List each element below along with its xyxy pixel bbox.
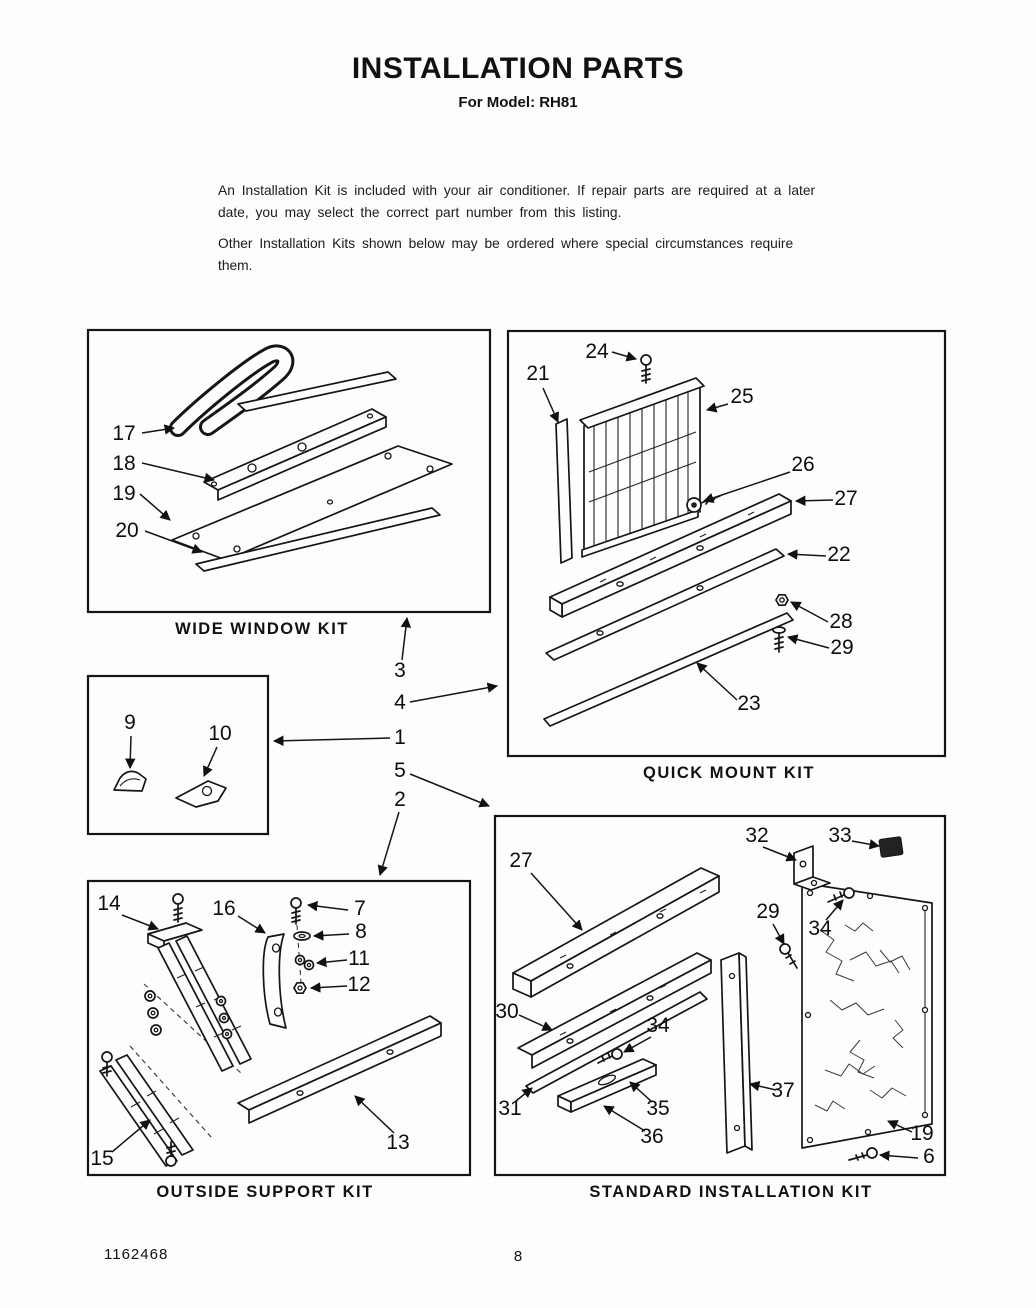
leader-line-7 [308,905,348,910]
wide-window-kit-caption: WIDE WINDOW KIT [175,620,349,638]
part-6-screw [849,1148,877,1160]
callout-9: 9 [124,711,136,734]
part-7-screw [291,898,301,924]
leader-line-10 [204,747,217,776]
leader-line-31 [516,1088,532,1101]
callout-31: 31 [498,1097,522,1120]
callout-5: 5 [394,759,406,782]
leader-line-16 [238,916,265,933]
intro-paragraph-1: An Installation Kit is included with your air conditioner. If repair parts are required at a later date, you may select the correct part number from this listing. [218,183,816,221]
callout-19: 19 [112,482,136,505]
leader-line-6 [880,1155,918,1158]
part-26-thumbscrew [687,496,720,512]
part-14-upper-bracket [148,923,251,1071]
callout-19-std: 19 [910,1122,934,1145]
callout-34-upper: 34 [808,917,832,940]
callout-22: 22 [827,543,851,566]
part-8-washer [294,932,310,940]
part-11-lock-washers [296,956,314,970]
leader-line-17 [142,428,174,433]
leader-line-29-std [773,924,784,944]
leader-line-1 [274,738,390,741]
leader-line-3 [402,618,407,660]
part-32-angle-bracket [794,846,830,890]
leader-line-27 [796,500,833,501]
leader-line-14 [122,915,158,929]
part-24-screw [641,355,651,383]
leader-line-25 [707,404,728,410]
callout-10: 10 [208,722,232,745]
hardware-kit-box [88,676,268,834]
callout-8: 8 [355,920,367,943]
standard-installation-kit-drawing [495,824,935,1168]
leader-line-4 [410,686,497,702]
leader-line-28 [791,602,828,622]
intro-paragraph-2: Other Installation Kits shown below may be ordered where special circumstances require them. [218,236,794,274]
page-number: 8 [513,1248,523,1265]
page-title: INSTALLATION PARTS [351,52,685,85]
callout-30: 30 [495,1000,519,1023]
callout-7: 7 [354,897,366,920]
callout-24: 24 [585,340,609,363]
leader-line-19 [140,494,170,520]
leader-line-24 [612,352,636,359]
callout-11: 11 [348,947,370,970]
leader-line-18 [142,463,214,480]
callout-23: 23 [737,692,761,715]
callout-33: 33 [828,824,852,847]
part-15-lower-bracket [100,1052,193,1166]
callout-15: 15 [90,1147,114,1170]
document-number: 1162468 [104,1246,169,1263]
part-37-side-bar [721,953,752,1153]
leader-line-21 [543,388,558,422]
part-14-screw [173,894,183,922]
quick-mount-kit-caption: QUICK MOUNT KIT [643,764,815,782]
part-29-screw [773,627,785,652]
quick-mount-kit-drawing [526,340,857,726]
leader-line-35 [630,1082,652,1102]
callout-29-std: 29 [756,900,780,923]
leader-line-29 [788,637,829,648]
part-9-clip [114,771,146,791]
part-10-lock-plate [176,781,226,807]
shared-callouts [274,618,497,875]
outside-support-kit-drawing [90,892,441,1170]
callout-36: 36 [640,1125,664,1148]
hardware-kit-drawing [114,711,232,807]
callout-2: 2 [394,788,406,811]
callout-28: 28 [829,610,853,633]
callout-13: 13 [386,1131,410,1154]
callout-27: 27 [834,487,858,510]
model-subtitle: For Model: RH81 [458,94,578,111]
leader-line-9 [130,736,131,768]
callout-35: 35 [646,1097,670,1120]
leader-line-32 [763,847,796,860]
callout-16: 16 [212,897,236,920]
callout-12: 12 [347,973,371,996]
part-21-side-strip [556,419,572,563]
wide-window-kit-drawing [112,353,452,571]
callout-25: 25 [730,385,754,408]
part-28-nut [776,595,788,605]
callout-21: 21 [526,362,550,385]
leader-line-12 [311,986,347,988]
leader-line-11 [317,960,347,963]
callout-32: 32 [745,824,769,847]
part-16-support-bracket [263,934,286,1028]
callout-29: 29 [830,636,854,659]
leader-line-2 [380,812,399,875]
leader-line-8 [314,934,349,936]
outside-support-kit-caption: OUTSIDE SUPPORT KIT [156,1183,374,1201]
callout-26: 26 [791,453,815,476]
callout-20: 20 [115,519,139,542]
callout-34-lower: 34 [646,1014,670,1037]
leader-line-27-std [531,873,582,930]
callout-3: 3 [394,659,406,682]
leader-line-36 [604,1106,645,1131]
callout-18: 18 [112,452,136,475]
leader-line-23 [697,663,737,700]
callout-6: 6 [923,1145,935,1168]
leader-line-33 [852,841,879,846]
callout-14: 14 [97,892,121,915]
part-29-screw [780,944,797,968]
leader-line-22 [788,554,826,556]
leader-line-13 [355,1096,394,1133]
part-33-foam-pad [879,837,903,858]
leader-line-5 [410,774,489,806]
part-25-curtain-panel [580,378,704,557]
part-13-cross-bar [238,1016,441,1123]
callout-17: 17 [112,422,136,445]
callout-4: 4 [394,691,406,714]
part-12-nut [294,983,306,993]
callout-27-std: 27 [509,849,533,872]
leader-line-30 [519,1015,552,1030]
callout-1: 1 [394,726,406,749]
callout-37: 37 [771,1079,795,1102]
standard-installation-kit-caption: STANDARD INSTALLATION KIT [589,1183,873,1201]
